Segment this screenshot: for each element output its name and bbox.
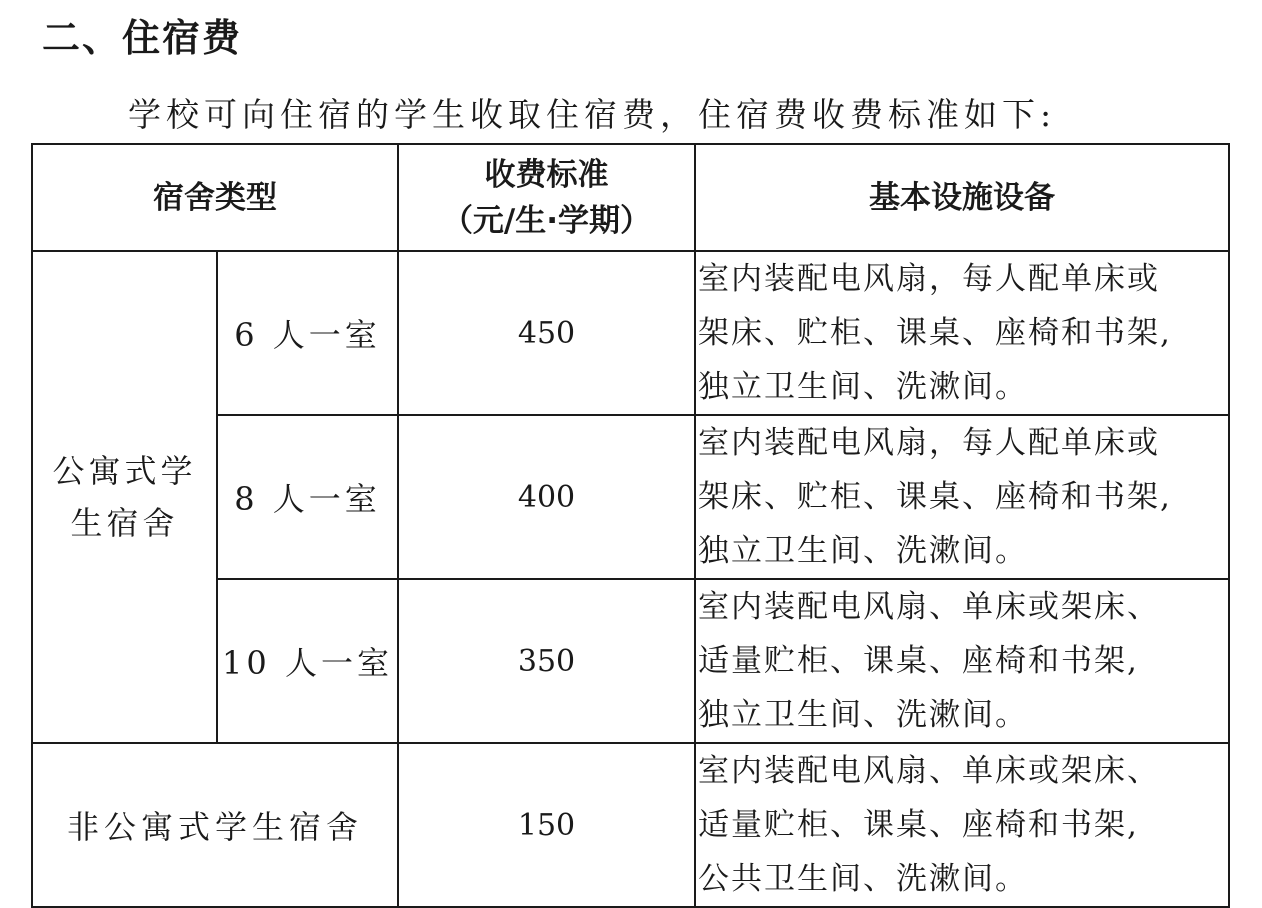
fee-cell: 350 bbox=[398, 579, 695, 743]
fee-cell: 450 bbox=[398, 251, 695, 415]
facilities-cell bbox=[695, 743, 1229, 907]
facilities-cell bbox=[695, 415, 1229, 579]
header-fee-line1: 收费标准 bbox=[484, 156, 609, 193]
facility-line: 独立卫生间、洗漱间。 bbox=[698, 533, 1028, 569]
header-facilities: 基本设施设备 bbox=[695, 144, 1229, 251]
fee-cell: 150 bbox=[398, 743, 695, 907]
facility-line: 室内装配电风扇，每人配单床或 bbox=[698, 261, 1160, 297]
facility-line: 室内装配电风扇、单床或架床、 bbox=[698, 753, 1160, 789]
table-row bbox=[32, 251, 1229, 415]
fee-cell: 400 bbox=[398, 415, 695, 579]
facility-line: 室内装配电风扇，每人配单床或 bbox=[698, 425, 1160, 461]
header-fee-standard bbox=[398, 144, 695, 251]
section-heading: 二、住宿费 bbox=[42, 16, 243, 60]
facility-line: 独立卫生间、洗漱间。 bbox=[698, 697, 1028, 733]
apartment-label-line1: 公寓式学 bbox=[52, 452, 197, 490]
apartment-dorm-label bbox=[32, 251, 217, 743]
header-dorm-type: 宿舍类型 bbox=[32, 144, 398, 251]
room-type-cell: 8 人一室 bbox=[217, 415, 398, 579]
room-type-cell: 10 人一室 bbox=[217, 579, 398, 743]
facility-line: 室内装配电风扇、单床或架床、 bbox=[698, 589, 1160, 625]
intro-paragraph: 学校可向住宿的学生收取住宿费，住宿费收费标准如下: bbox=[128, 95, 1057, 134]
facility-line: 适量贮柜、课桌、座椅和书架, bbox=[698, 807, 1139, 843]
facility-line: 架床、贮柜、课桌、座椅和书架, bbox=[698, 315, 1172, 351]
facility-line: 架床、贮柜、课桌、座椅和书架, bbox=[698, 479, 1172, 515]
table-row bbox=[32, 743, 1229, 907]
non-apartment-dorm-label: 非公寓式学生宿舍 bbox=[32, 743, 398, 907]
apartment-label-line2: 生宿舍 bbox=[70, 504, 179, 542]
facility-line: 公共卫生间、洗漱间。 bbox=[698, 861, 1028, 897]
table-header-row bbox=[32, 144, 1229, 251]
facility-line: 独立卫生间、洗漱间。 bbox=[698, 369, 1028, 405]
accommodation-fee-table bbox=[31, 143, 1230, 908]
header-fee-line2: （元/生·学期） bbox=[441, 202, 652, 239]
facility-line: 适量贮柜、课桌、座椅和书架, bbox=[698, 643, 1139, 679]
room-type-cell: 6 人一室 bbox=[217, 251, 398, 415]
facilities-cell bbox=[695, 251, 1229, 415]
facilities-cell bbox=[695, 579, 1229, 743]
